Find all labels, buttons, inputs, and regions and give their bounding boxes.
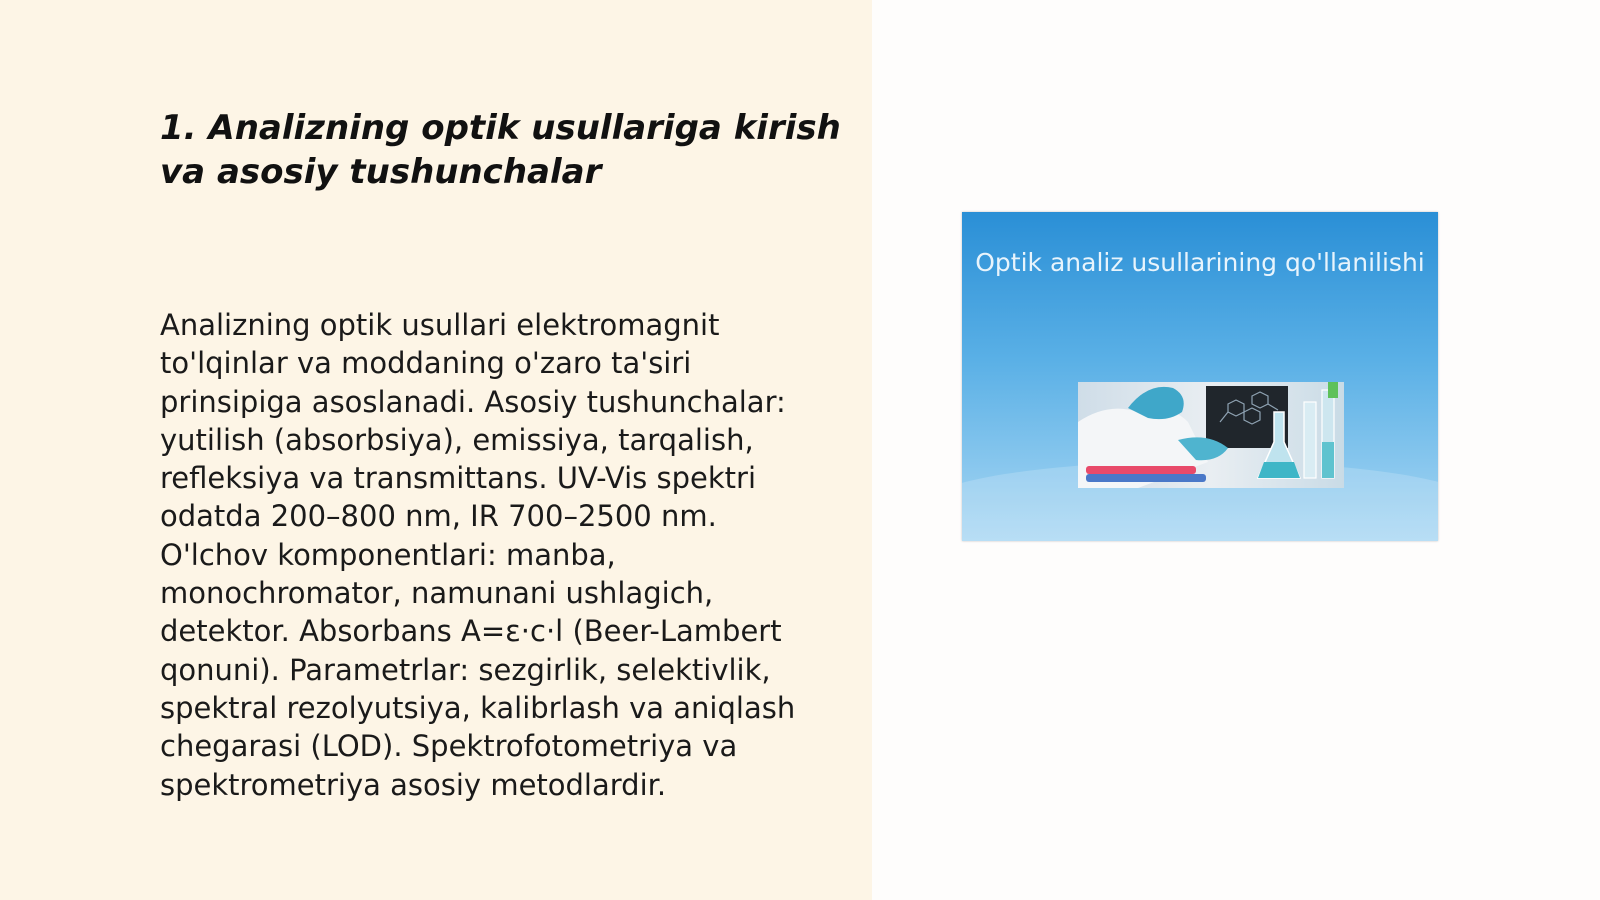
picture-caption: Optik analiz usullarining qo'llanilishi <box>975 248 1425 277</box>
slide-body-text: Analizning optik usullari elektromagnit to'lqinlar va moddaning o'zaro ta'siri prinsipiga asoslanadi. Asosiy tushunchalar: yutilish (absorbsiya), emissiya, tarqalish, refleksiya va transmittans. UV-Vis spektri odatda 200–800 nm, IR 700–2500 nm. O'lchov komponentlari: manba, monochromator, namunani ushlagich, detektor. Absorbans A=ε·c·l (Beer-Lambert qonuni). Parametrlar: sezgirlik, selektivlik, spektral rezolyutsiya, kalibrlash va aniqlash chegarasi (LOD). Spektrofotometriya va spektrometriya asosiy metodlardir. <box>160 308 796 802</box>
laboratory-glassware-photo-icon <box>1078 382 1344 488</box>
illustration-picture <box>962 212 1438 541</box>
slide-title: 1. Analizning optik usullariga kirish va asosiy tushunchalar <box>160 108 841 192</box>
